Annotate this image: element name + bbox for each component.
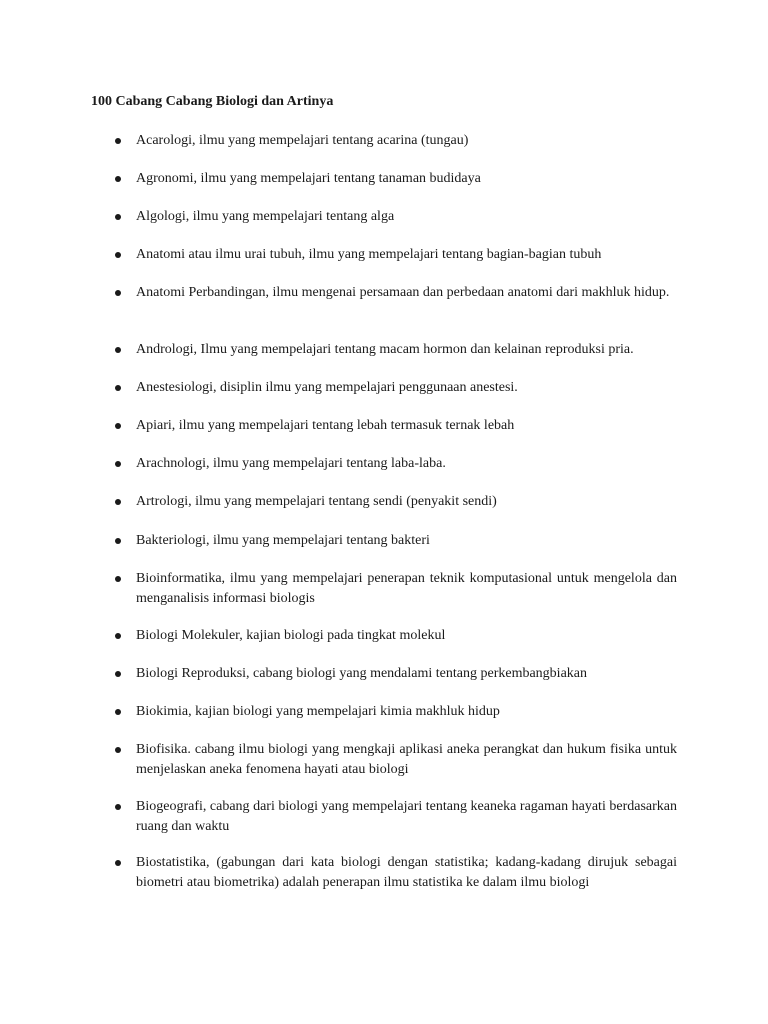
- list-item: [136, 340, 677, 360]
- list-item: [136, 454, 677, 474]
- list-item-text: Biologi Reproduksi, cabang biologi yang mendalami tentang perkembangbiakan: [136, 666, 588, 681]
- bullet-icon: [115, 538, 121, 544]
- bullet-icon: [115, 385, 121, 391]
- list-item: [136, 740, 677, 779]
- bullet-icon: [115, 671, 121, 677]
- list-item-text: Apiari, ilmu yang mempelajari tentang lebah termasuk ternak lebah: [136, 418, 515, 433]
- bullet-icon: [115, 290, 121, 296]
- bullet-icon: [115, 804, 121, 810]
- list-item-text: Bakteriologi, ilmu yang mempelajari tentang bakteri: [136, 533, 430, 548]
- bullet-icon: [115, 176, 121, 182]
- bullet-icon: [115, 633, 121, 639]
- bullet-icon: [115, 747, 121, 753]
- list-item: [136, 378, 677, 398]
- list-item-text: Bioinformatika, ilmu yang mempelajari penerapan teknik komputasional untuk mengelola dan menganalisis informasi biologis: [136, 571, 677, 606]
- list-item-text: Biogeografi, cabang dari biologi yang mempelajari tentang keaneka ragaman hayati berdasarkan ruang dan waktu: [136, 799, 677, 834]
- list-item: [136, 664, 677, 684]
- list-item-text: Biostatistika, (gabungan dari kata biologi dengan statistika; kadang-kadang dirujuk sebagai biometri atau biometrika) adalah penerapan ilmu statistika ke dalam ilmu biologi: [136, 855, 677, 890]
- list-item: [136, 492, 677, 512]
- bullet-icon: [115, 252, 121, 258]
- list-item-text: Artrologi, ilmu yang mempelajari tentang sendi (penyakit sendi): [136, 494, 497, 509]
- list-item-text: Anestesiologi, disiplin ilmu yang mempelajari penggunaan anestesi.: [136, 380, 518, 395]
- list-item: [136, 207, 677, 227]
- list-item-text: Biofisika. cabang ilmu biologi yang mengkaji aplikasi aneka perangkat dan hukum fisika untuk menjelaskan aneka fenomena hayati atau biologi: [136, 742, 677, 777]
- list-item-text: Anatomi Perbandingan, ilmu mengenai persamaan dan perbedaan anatomi dari makhluk hidup.: [136, 285, 670, 300]
- bullet-icon: [115, 576, 121, 582]
- list-item-text: Arachnologi, ilmu yang mempelajari tentang laba-laba.: [136, 456, 446, 471]
- list-item-text: Agronomi, ilmu yang mempelajari tentang tanaman budidaya: [136, 171, 481, 186]
- list-item: [136, 416, 677, 436]
- list-item: [136, 531, 677, 551]
- document-title: 100 Cabang Cabang Biologi dan Artinya: [91, 94, 334, 109]
- bullet-icon: [115, 138, 121, 144]
- list-item-text: Algologi, ilmu yang mempelajari tentang alga: [136, 209, 395, 224]
- bullet-icon: [115, 709, 121, 715]
- list-item-text: Acarologi, ilmu yang mempelajari tentang acarina (tungau): [136, 133, 469, 148]
- list-item: [136, 569, 677, 608]
- list-item: [136, 797, 677, 836]
- list-item: [136, 702, 677, 722]
- bullet-icon: [115, 860, 121, 866]
- bullet-icon: [115, 461, 121, 467]
- bullet-icon: [115, 214, 121, 220]
- list-item-text: Anatomi atau ilmu urai tubuh, ilmu yang mempelajari tentang bagian-bagian tubuh: [136, 247, 602, 262]
- list-item: [136, 245, 677, 265]
- bullet-icon: [115, 499, 121, 505]
- list-item-text: Andrologi, Ilmu yang mempelajari tentang macam hormon dan kelainan reproduksi pria.: [136, 342, 634, 357]
- bullet-icon: [115, 423, 121, 429]
- list-item: [136, 853, 677, 892]
- list-item: [136, 626, 677, 646]
- list-item: [136, 169, 677, 189]
- list-item-text: Biokimia, kajian biologi yang mempelajari kimia makhluk hidup: [136, 704, 500, 719]
- list-item: [136, 131, 677, 151]
- list-item: [136, 283, 677, 303]
- list-item-text: Biologi Molekuler, kajian biologi pada tingkat molekul: [136, 628, 446, 643]
- bullet-icon: [115, 347, 121, 353]
